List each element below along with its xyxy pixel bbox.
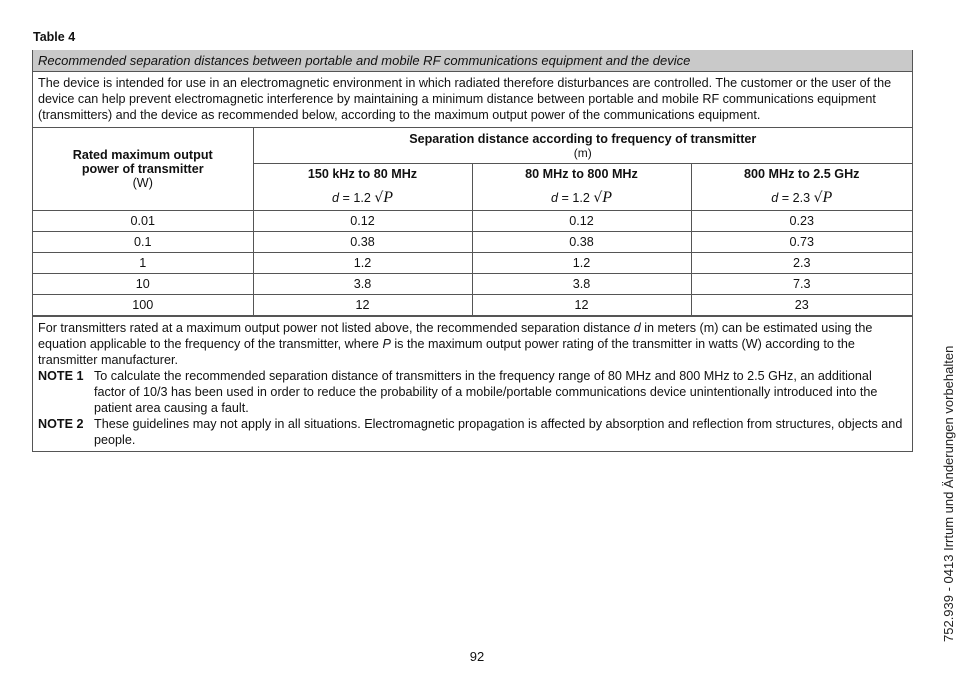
- separation-header-label: Separation distance according to frequency of transmitter: [409, 131, 757, 146]
- table-row: [33, 211, 912, 232]
- table-cell: 7.3: [691, 274, 912, 295]
- formula-p: P: [602, 189, 613, 206]
- formula-d: d: [331, 191, 339, 205]
- freq-col-3-range: 800 MHz to 2.5 GHz: [744, 167, 860, 181]
- freq-col-1-header: [253, 164, 472, 211]
- formula-p: P: [383, 189, 394, 206]
- note-1: [38, 368, 906, 416]
- table-title: Recommended separation distances between portable and mobile RF communications equipment and the device: [33, 50, 912, 71]
- freq-col-2-range: 80 MHz to 800 MHz: [525, 167, 638, 181]
- table-row: [33, 253, 912, 274]
- table-cell: 12: [253, 295, 472, 316]
- freq-col-3-formula: [692, 189, 913, 207]
- table-row: [33, 274, 912, 295]
- power-header-unit: (W): [132, 176, 153, 190]
- side-document-code: 752.939 - 0413 Irrtum und Änderungen vorbehalten: [941, 345, 956, 642]
- table-cell: 3.8: [472, 274, 691, 295]
- table-cell: 10: [33, 274, 253, 295]
- page-number: 92: [469, 649, 485, 664]
- footer-d: d: [633, 321, 641, 335]
- footer-p: P: [382, 337, 391, 351]
- separation-header-unit: (m): [573, 145, 592, 160]
- table-cell: 0.12: [253, 211, 472, 232]
- freq-col-2-header: [472, 164, 691, 211]
- footer-notes: [33, 316, 912, 451]
- footer-paragraph: [38, 320, 906, 368]
- table-cell: 0.01: [33, 211, 253, 232]
- note-2-label: NOTE 2: [38, 417, 84, 431]
- table-cell: 2.3: [691, 253, 912, 274]
- freq-col-2-formula: [473, 189, 691, 207]
- table-cell: 23: [691, 295, 912, 316]
- formula-factor: = 1.2: [561, 191, 590, 205]
- table-cell: 100: [33, 295, 253, 316]
- formula-factor: = 2.3: [781, 191, 811, 205]
- table-cell: 0.12: [472, 211, 691, 232]
- table-label: Table 4: [33, 30, 76, 44]
- sqrt-icon: √: [593, 190, 603, 206]
- freq-col-3-header: [691, 164, 912, 211]
- distance-grid: [33, 127, 912, 316]
- power-header-cell: [33, 128, 253, 211]
- freq-col-1-range: 150 kHz to 80 MHz: [307, 167, 418, 181]
- note-2-text: These guidelines may not apply in all situations. Electromagnetic propagation is affected by absorption and reflection from structures, objects and people.: [94, 417, 903, 447]
- table-cell: 1.2: [472, 253, 691, 274]
- footer-text-1: For transmitters rated at a maximum output power not listed above, the recommended separation distance: [38, 321, 634, 335]
- table-row: [33, 232, 912, 253]
- table-cell: 0.38: [253, 232, 472, 253]
- power-header-line2: power of transmitter: [81, 162, 204, 176]
- table-cell: 3.8: [253, 274, 472, 295]
- table-cell: 12: [472, 295, 691, 316]
- table-cell: 1.2: [253, 253, 472, 274]
- table-row: [33, 295, 912, 316]
- table-cell: 0.73: [691, 232, 912, 253]
- formula-factor: = 1.2: [342, 191, 371, 205]
- separation-distance-table: [32, 50, 913, 452]
- power-header-line1: Rated maximum output: [72, 148, 213, 162]
- footer-text-2: in meters (m) can be estimated using the equation applicable to the frequency of the transmitter, where: [38, 321, 873, 351]
- formula-d: d: [771, 191, 779, 205]
- footer-text-3: is the maximum output power rating of the transmitter in watts (W) according to the transmitter manufacturer.: [38, 337, 855, 367]
- table-cell: 0.1: [33, 232, 253, 253]
- table-cell: 0.38: [472, 232, 691, 253]
- sqrt-icon: √: [374, 190, 384, 206]
- note-1-label: NOTE 1: [38, 369, 84, 383]
- separation-header-cell: [253, 128, 912, 164]
- note-2: [38, 416, 906, 448]
- freq-col-1-formula: [254, 189, 472, 207]
- formula-p: P: [822, 189, 833, 206]
- note-1-text: To calculate the recommended separation distance of transmitters in the frequency range of 80 MHz and 800 MHz to 2.5 GHz, an additional factor of 10/3 has been used in order to reduce the probability of a mobile/portable communications device unintentionally introduced into the patient area causing a fault.: [94, 369, 878, 415]
- intro-text: The device is intended for use in an electromagnetic environment in which radiated therefore disturbances are controlled. The customer or the user of the device can help prevent electromagnetic interference by maintaining a minimum distance between portable and mobile RF communications equipment (transmitters) and the device as recommended below, according to the maximum output power of the communications equipment.: [33, 71, 912, 127]
- table-cell: 1: [33, 253, 253, 274]
- sqrt-icon: √: [813, 190, 823, 206]
- table-cell: 0.23: [691, 211, 912, 232]
- formula-d: d: [550, 191, 558, 205]
